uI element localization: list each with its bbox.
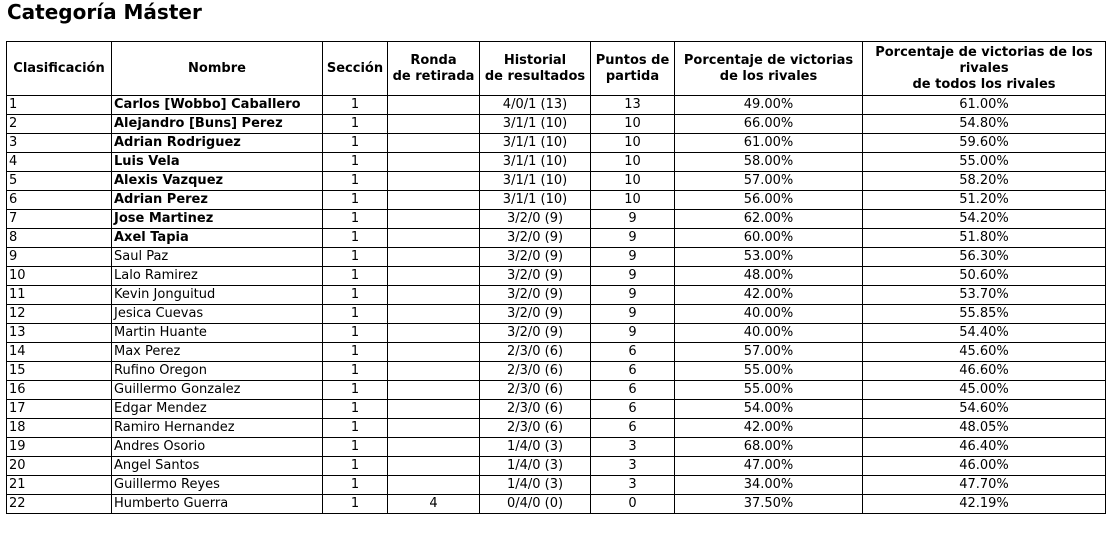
cell-dropped-round — [388, 419, 480, 438]
cell-opponent-opponent-win: 51.80% — [863, 229, 1106, 248]
cell-points: 3 — [591, 476, 675, 495]
cell-player-name: Guillermo Gonzalez — [112, 381, 323, 400]
cell-points: 10 — [591, 172, 675, 191]
cell-player-name: Max Perez — [112, 343, 323, 362]
cell-points: 9 — [591, 229, 675, 248]
cell-points: 9 — [591, 305, 675, 324]
cell-rank: 9 — [7, 248, 112, 267]
cell-player-name: Adrian Perez — [112, 191, 323, 210]
cell-player-name: Martin Huante — [112, 324, 323, 343]
cell-section: 1 — [323, 400, 388, 419]
cell-rank: 20 — [7, 457, 112, 476]
header-opp-line-1: Porcentaje de victorias — [683, 52, 854, 68]
cell-player-name: Angel Santos — [112, 457, 323, 476]
cell-record: 3/2/0 (9) — [480, 286, 591, 305]
page-title: Categoría Máster — [7, 0, 202, 24]
cell-section: 1 — [323, 248, 388, 267]
cell-points: 9 — [591, 248, 675, 267]
cell-dropped-round — [388, 286, 480, 305]
header-points — [591, 42, 675, 96]
cell-section: 1 — [323, 305, 388, 324]
cell-dropped-round — [388, 343, 480, 362]
cell-section: 1 — [323, 134, 388, 153]
cell-section: 1 — [323, 286, 388, 305]
cell-record: 3/2/0 (9) — [480, 229, 591, 248]
table-row — [7, 229, 1106, 248]
cell-opponent-win: 48.00% — [675, 267, 863, 286]
cell-opponent-opponent-win: 55.85% — [863, 305, 1106, 324]
cell-rank: 21 — [7, 476, 112, 495]
cell-player-name: Guillermo Reyes — [112, 476, 323, 495]
table-row — [7, 476, 1106, 495]
cell-section: 1 — [323, 210, 388, 229]
cell-opponent-win: 40.00% — [675, 305, 863, 324]
cell-dropped-round — [388, 248, 480, 267]
cell-record: 3/1/1 (10) — [480, 115, 591, 134]
cell-opponent-opponent-win: 48.05% — [863, 419, 1106, 438]
cell-dropped-round — [388, 210, 480, 229]
cell-rank: 10 — [7, 267, 112, 286]
cell-opponent-opponent-win: 58.20% — [863, 172, 1106, 191]
cell-player-name: Jesica Cuevas — [112, 305, 323, 324]
cell-rank: 3 — [7, 134, 112, 153]
header-row — [7, 42, 1106, 96]
table-row — [7, 210, 1106, 229]
header-record-line-1: Historial — [503, 52, 567, 68]
cell-player-name: Lalo Ramirez — [112, 267, 323, 286]
cell-opponent-win: 54.00% — [675, 400, 863, 419]
cell-points: 9 — [591, 324, 675, 343]
table-row — [7, 457, 1106, 476]
cell-player-name: Kevin Jonguitud — [112, 286, 323, 305]
cell-opponent-win: 61.00% — [675, 134, 863, 153]
cell-section: 1 — [323, 115, 388, 134]
header-opp-line-2: de los rivales — [719, 68, 818, 84]
table-row — [7, 153, 1106, 172]
cell-rank: 6 — [7, 191, 112, 210]
cell-section: 1 — [323, 457, 388, 476]
cell-player-name: Humberto Guerra — [112, 495, 323, 514]
cell-dropped-round — [388, 134, 480, 153]
cell-opponent-win: 55.00% — [675, 381, 863, 400]
cell-points: 6 — [591, 400, 675, 419]
cell-section: 1 — [323, 343, 388, 362]
cell-opponent-win: 55.00% — [675, 362, 863, 381]
cell-dropped-round — [388, 305, 480, 324]
table-row — [7, 286, 1106, 305]
cell-points: 9 — [591, 286, 675, 305]
table-row — [7, 115, 1106, 134]
cell-opponent-win: 66.00% — [675, 115, 863, 134]
cell-opponent-win: 47.00% — [675, 457, 863, 476]
cell-points: 9 — [591, 210, 675, 229]
cell-dropped-round — [388, 96, 480, 115]
table-row — [7, 324, 1106, 343]
cell-record: 3/1/1 (10) — [480, 191, 591, 210]
cell-record: 3/1/1 (10) — [480, 172, 591, 191]
cell-rank: 15 — [7, 362, 112, 381]
cell-opponent-win: 56.00% — [675, 191, 863, 210]
cell-points: 6 — [591, 381, 675, 400]
table-row — [7, 381, 1106, 400]
cell-opponent-win: 53.00% — [675, 248, 863, 267]
cell-player-name: Rufino Oregon — [112, 362, 323, 381]
cell-points: 13 — [591, 96, 675, 115]
cell-record: 1/4/0 (3) — [480, 438, 591, 457]
cell-points: 0 — [591, 495, 675, 514]
header-dropped-line-1: Ronda — [410, 52, 457, 68]
cell-opponent-opponent-win: 61.00% — [863, 96, 1106, 115]
cell-opponent-opponent-win: 47.70% — [863, 476, 1106, 495]
cell-section: 1 — [323, 362, 388, 381]
cell-rank: 12 — [7, 305, 112, 324]
cell-dropped-round — [388, 438, 480, 457]
cell-player-name: Saul Paz — [112, 248, 323, 267]
cell-record: 3/2/0 (9) — [480, 248, 591, 267]
cell-rank: 4 — [7, 153, 112, 172]
cell-section: 1 — [323, 172, 388, 191]
cell-section: 1 — [323, 476, 388, 495]
cell-opponent-opponent-win: 46.40% — [863, 438, 1106, 457]
cell-rank: 2 — [7, 115, 112, 134]
cell-section: 1 — [323, 153, 388, 172]
cell-opponent-opponent-win: 54.60% — [863, 400, 1106, 419]
cell-dropped-round — [388, 400, 480, 419]
cell-rank: 14 — [7, 343, 112, 362]
cell-opponent-opponent-win: 59.60% — [863, 134, 1106, 153]
standings-table — [6, 41, 1106, 514]
cell-dropped-round: 4 — [388, 495, 480, 514]
table-row — [7, 362, 1106, 381]
cell-opponent-opponent-win: 53.70% — [863, 286, 1106, 305]
cell-opponent-opponent-win: 54.40% — [863, 324, 1106, 343]
cell-record: 3/2/0 (9) — [480, 324, 591, 343]
cell-record: 1/4/0 (3) — [480, 457, 591, 476]
cell-record: 3/1/1 (10) — [480, 153, 591, 172]
cell-rank: 11 — [7, 286, 112, 305]
cell-rank: 22 — [7, 495, 112, 514]
cell-player-name: Alexis Vazquez — [112, 172, 323, 191]
cell-opponent-opponent-win: 45.00% — [863, 381, 1106, 400]
cell-record: 2/3/0 (6) — [480, 381, 591, 400]
cell-dropped-round — [388, 153, 480, 172]
cell-points: 10 — [591, 191, 675, 210]
cell-opponent-opponent-win: 45.60% — [863, 343, 1106, 362]
cell-opponent-opponent-win: 54.80% — [863, 115, 1106, 134]
header-points-line-2: partida — [605, 68, 660, 84]
header-oppopp-line-1: Porcentaje de victorias de los — [875, 44, 1093, 60]
cell-rank: 16 — [7, 381, 112, 400]
cell-rank: 13 — [7, 324, 112, 343]
cell-player-name: Carlos [Wobbo] Caballero — [112, 96, 323, 115]
cell-dropped-round — [388, 362, 480, 381]
cell-section: 1 — [323, 438, 388, 457]
table-row — [7, 400, 1106, 419]
cell-record: 0/4/0 (0) — [480, 495, 591, 514]
cell-section: 1 — [323, 191, 388, 210]
cell-dropped-round — [388, 324, 480, 343]
table-row — [7, 172, 1106, 191]
cell-section: 1 — [323, 381, 388, 400]
header-record-line-2: de resultados — [484, 68, 586, 84]
cell-dropped-round — [388, 381, 480, 400]
cell-dropped-round — [388, 191, 480, 210]
cell-player-name: Adrian Rodriguez — [112, 134, 323, 153]
table-row — [7, 495, 1106, 514]
cell-opponent-opponent-win: 54.20% — [863, 210, 1106, 229]
cell-dropped-round — [388, 267, 480, 286]
cell-section: 1 — [323, 96, 388, 115]
cell-player-name: Alejandro [Buns] Perez — [112, 115, 323, 134]
header-dropped-line-2: de retirada — [392, 68, 475, 84]
cell-record: 3/2/0 (9) — [480, 267, 591, 286]
header-record — [480, 42, 591, 96]
cell-record: 1/4/0 (3) — [480, 476, 591, 495]
cell-rank: 19 — [7, 438, 112, 457]
cell-rank: 5 — [7, 172, 112, 191]
header-opponent-win — [675, 42, 863, 96]
cell-points: 6 — [591, 419, 675, 438]
cell-record: 2/3/0 (6) — [480, 343, 591, 362]
cell-opponent-opponent-win: 55.00% — [863, 153, 1106, 172]
cell-opponent-win: 58.00% — [675, 153, 863, 172]
cell-player-name: Ramiro Hernandez — [112, 419, 323, 438]
cell-opponent-win: 57.00% — [675, 343, 863, 362]
cell-opponent-opponent-win: 56.30% — [863, 248, 1106, 267]
cell-opponent-win: 42.00% — [675, 286, 863, 305]
cell-player-name: Axel Tapia — [112, 229, 323, 248]
table-row — [7, 96, 1106, 115]
cell-opponent-opponent-win: 46.00% — [863, 457, 1106, 476]
cell-section: 1 — [323, 495, 388, 514]
cell-dropped-round — [388, 115, 480, 134]
cell-opponent-win: 57.00% — [675, 172, 863, 191]
cell-dropped-round — [388, 457, 480, 476]
cell-opponent-win: 60.00% — [675, 229, 863, 248]
cell-rank: 1 — [7, 96, 112, 115]
cell-opponent-win: 49.00% — [675, 96, 863, 115]
cell-opponent-win: 40.00% — [675, 324, 863, 343]
cell-dropped-round — [388, 172, 480, 191]
cell-opponent-win: 37.50% — [675, 495, 863, 514]
cell-player-name: Luis Vela — [112, 153, 323, 172]
cell-record: 2/3/0 (6) — [480, 400, 591, 419]
cell-opponent-opponent-win: 50.60% — [863, 267, 1106, 286]
cell-record: 3/2/0 (9) — [480, 210, 591, 229]
cell-rank: 17 — [7, 400, 112, 419]
cell-points: 6 — [591, 362, 675, 381]
header-name: Nombre — [112, 42, 323, 96]
cell-points: 3 — [591, 457, 675, 476]
cell-record: 2/3/0 (6) — [480, 362, 591, 381]
cell-section: 1 — [323, 229, 388, 248]
cell-points: 10 — [591, 115, 675, 134]
cell-record: 3/1/1 (10) — [480, 134, 591, 153]
cell-opponent-opponent-win: 51.20% — [863, 191, 1106, 210]
table-row — [7, 267, 1106, 286]
header-points-line-1: Puntos de — [595, 52, 670, 68]
cell-section: 1 — [323, 419, 388, 438]
cell-rank: 18 — [7, 419, 112, 438]
cell-points: 10 — [591, 153, 675, 172]
cell-opponent-win: 62.00% — [675, 210, 863, 229]
header-opponent-opponent-win — [863, 42, 1106, 96]
cell-opponent-win: 68.00% — [675, 438, 863, 457]
cell-points: 3 — [591, 438, 675, 457]
cell-record: 4/0/1 (13) — [480, 96, 591, 115]
cell-rank: 8 — [7, 229, 112, 248]
table-row — [7, 134, 1106, 153]
cell-record: 2/3/0 (6) — [480, 419, 591, 438]
table-row — [7, 248, 1106, 267]
cell-opponent-win: 34.00% — [675, 476, 863, 495]
table-row — [7, 305, 1106, 324]
cell-record: 3/2/0 (9) — [480, 305, 591, 324]
cell-player-name: Andres Osorio — [112, 438, 323, 457]
cell-points: 9 — [591, 267, 675, 286]
table-row — [7, 438, 1106, 457]
table-row — [7, 343, 1106, 362]
header-dropped-round — [388, 42, 480, 96]
header-rank: Clasificación — [7, 42, 112, 96]
cell-player-name: Jose Martinez — [112, 210, 323, 229]
standings-body — [7, 96, 1106, 514]
cell-opponent-opponent-win: 46.60% — [863, 362, 1106, 381]
cell-opponent-win: 42.00% — [675, 419, 863, 438]
header-oppopp-line-2: rivales — [959, 60, 1009, 76]
cell-dropped-round — [388, 229, 480, 248]
cell-section: 1 — [323, 324, 388, 343]
cell-rank: 7 — [7, 210, 112, 229]
cell-opponent-opponent-win: 42.19% — [863, 495, 1106, 514]
table-row — [7, 191, 1106, 210]
header-oppopp-line-3: de todos los rivales — [912, 76, 1056, 92]
cell-dropped-round — [388, 476, 480, 495]
table-row — [7, 419, 1106, 438]
cell-section: 1 — [323, 267, 388, 286]
header-section: Sección — [323, 42, 388, 96]
cell-points: 10 — [591, 134, 675, 153]
cell-points: 6 — [591, 343, 675, 362]
cell-player-name: Edgar Mendez — [112, 400, 323, 419]
